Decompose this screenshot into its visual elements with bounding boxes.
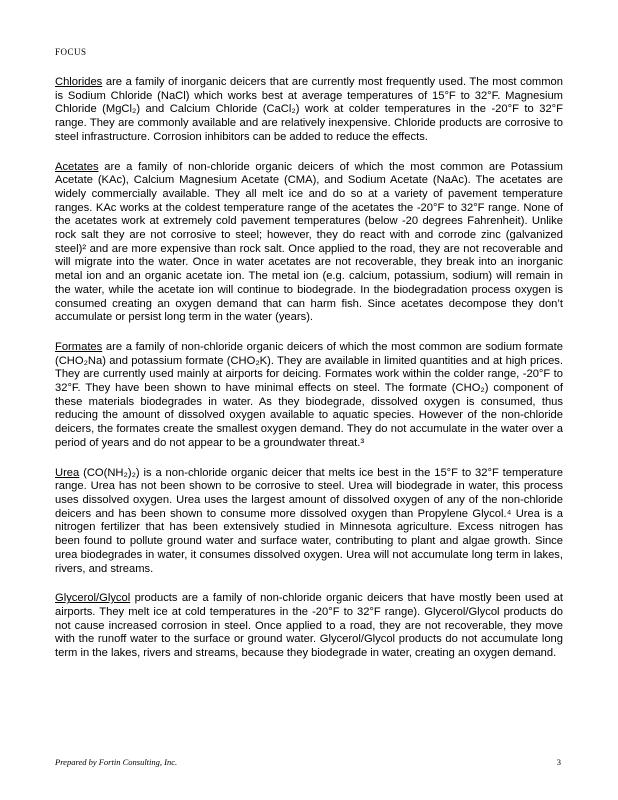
paragraph-acetates: [55, 161, 563, 325]
paragraph-glycerol-glycol: [55, 592, 563, 661]
paragraph-text: are a family of non-chloride organic deicers of which the most common are sodium formate (CHO₂Na) and potassium formate (CHO₂K). They are available in limited quantities and at high prices. They are currently used mainly at airports for deicing. Formates work within the colder range, -20°F to 32°F. They have been shown to have minimal effects on steel. The formate (CHO₂) component of these materials biodegrades in water. As they biodegrade, dissolved oxygen is consumed, thus reducing the amount of dissolved oxygen available to aquatic species. However of the non-chloride deicers, the formates create the smallest oxygen demand. They do not accumulate in the water over a period of years and do not appear to be a groundwater threat.³: [55, 340, 563, 449]
page-number: 3: [556, 757, 561, 767]
paragraph-text: are a family of inorganic deicers that are currently most frequently used. The most common is Sodium Chloride (NaCl) which works best at average temperatures of 15°F to 32°F. Magnesium Chloride (MgCl₂) and Calcium Chloride (CaCl₂) work at colder temperatures in the -20°F to 32°F range. They are commonly available and are relatively inexpensive. Chloride products are corrosive to steel infrastructure. Corrosion inhibitors can be added to reduce the effects.: [55, 76, 563, 143]
paragraph-text: (CO(NH₂)₂) is a non-chloride organic deicer that melts ice best in the 15°F to 32°F temperature range. Urea has not been shown to be corrosive to steel. Urea will biodegrade in water, this process uses dissolved oxygen. Urea uses the largest amount of dissolved oxygen of any of the non-chloride deicers and has been shown to consume more dissolved oxygen than Propylene Glycol.⁴ Urea is a nitrogen fertilizer that has been extensively studied in Minnesota agriculture. Excess nitrogen has been found to pollute ground water and surface water, contributing to plant and algae growth. Since urea biodegrades in water, it consumes dissolved oxygen. Urea will not accumulate long term in lakes, rivers, and streams.: [55, 466, 563, 575]
term-glycerol-glycol: Glycerol/Glycol: [55, 592, 131, 605]
term-urea: Urea: [55, 466, 80, 479]
term-chlorides: Chlorides: [55, 76, 103, 88]
paragraph-urea: [55, 467, 563, 577]
page-footer: [55, 757, 561, 767]
term-acetates: Acetates: [55, 160, 99, 173]
footer-credit: Prepared by Fortin Consulting, Inc.: [55, 757, 178, 767]
document-body: [55, 76, 563, 677]
paragraph-chlorides: [55, 76, 563, 145]
paragraph-text: products are a family of non-chloride organic deicers that have mostly been used at airports. They melt ice at cold temperatures in the -20°F to 32°F range). Glycerol/Glycol products do not cause increased corrosion in steel. Once applied to a road, they are not recoverable, they move with the runoff water to the surface or ground water. Glycerol/Glycol products do not accumulate long term in the lakes, rivers and streams, because they biodegrade in water, creating an oxygen demand.: [55, 592, 563, 660]
paragraph-formates: [55, 341, 563, 451]
page-header: FOCUS: [55, 47, 87, 57]
term-formates: Formates: [55, 340, 103, 353]
paragraph-text: are a family of non-chloride organic deicers of which the most common are Potassium Acetate (KAc), Calcium Magnesium Acetate (CMA), and Sodium Acetate (NaAc). The acetates are widely commercially available. They all melt ice and do so at a variety of pavement temperature ranges. KAc works at the coldest temperature range of the acetates the -20°F to 32°F range. None of the acetates work at extremely cold pavement temperatures (below -20 degrees Fahrenheit). Unlike rock salt they are not corrosive to steel; however, they do react with and corrode zinc (galvanized steel)² and are more expensive than rock salt. Once applied to the road, they are not recoverable and will migrate into the water. Once in water acetates are not recoverable, they break into an inorganic metal ion and an organic acetate ion. The metal ion (e.g. calcium, potassium, sodium) will remain in the water, while the acetate ion will continue to biodegrade. In the biodegradation process oxygen is consumed creating an oxygen demand that can harm fish. Since acetates decompose they don’t accumulate or persist long term in the water (years).: [55, 160, 563, 324]
